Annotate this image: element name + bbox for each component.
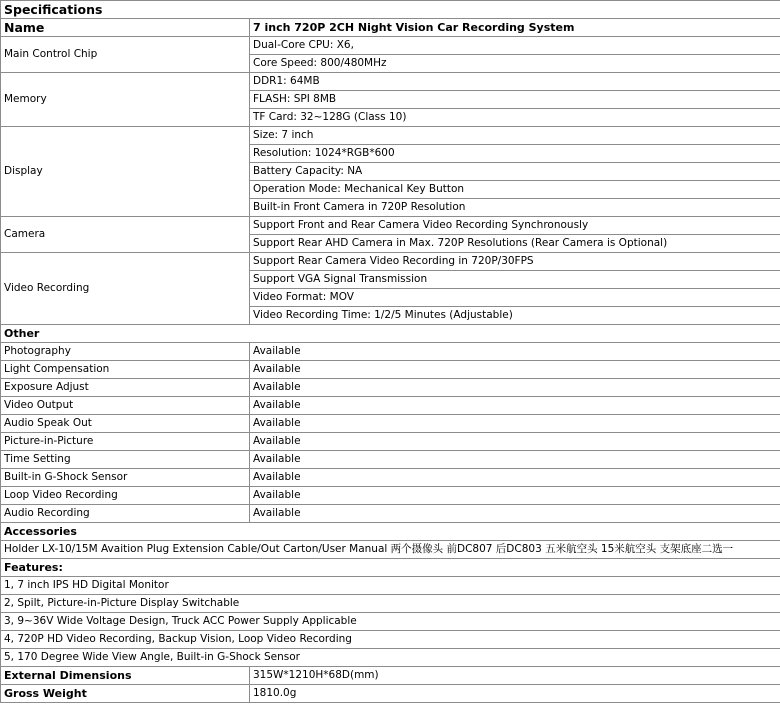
feature-item: 3, 9~36V Wide Voltage Design, Truck ACC Power Supply Applicable [1, 613, 780, 631]
other-value: Available [250, 505, 780, 523]
other-value: Available [250, 379, 780, 397]
other-value: Available [250, 343, 780, 361]
other-label: Picture-in-Picture [1, 433, 250, 451]
accessories-text: Holder LX-10/15M Avaition Plug Extension Cable/Out Carton/User Manual 两个摄像头 前DC807 后DC803 五米航空头 15米航空头 支架底座二选一 [1, 541, 780, 559]
feature-row [1, 613, 780, 631]
weight-value: 1810.0g [250, 685, 780, 703]
name-row [1, 19, 780, 37]
other-label: Loop Video Recording [1, 487, 250, 505]
other-heading: Other [1, 325, 780, 343]
group-value: Resolution: 1024*RGB*600 [250, 145, 780, 163]
other-value: Available [250, 451, 780, 469]
other-row [1, 487, 780, 505]
other-label: Built-in G-Shock Sensor [1, 469, 250, 487]
other-row [1, 361, 780, 379]
group-label: Display [1, 127, 250, 217]
feature-item: 4, 720P HD Video Recording, Backup Vision, Loop Video Recording [1, 631, 780, 649]
accessories-heading: Accessories [1, 523, 780, 541]
group-value: Core Speed: 800/480MHz [250, 55, 780, 73]
group-value: Built-in Front Camera in 720P Resolution [250, 199, 780, 217]
name-value: 7 inch 720P 2CH Night Vision Car Recording System [250, 19, 780, 37]
group-label: Memory [1, 73, 250, 127]
group-value: Size: 7 inch [250, 127, 780, 145]
other-row [1, 451, 780, 469]
feature-row [1, 595, 780, 613]
feature-item: 2, Spilt, Picture-in-Picture Display Switchable [1, 595, 780, 613]
features-heading-row [1, 559, 780, 577]
accessories-row [1, 541, 780, 559]
spec-row [1, 217, 780, 235]
other-row [1, 469, 780, 487]
group-value: TF Card: 32~128G (Class 10) [250, 109, 780, 127]
feature-row [1, 631, 780, 649]
spec-row [1, 37, 780, 55]
group-value: Video Recording Time: 1/2/5 Minutes (Adjustable) [250, 307, 780, 325]
group-value: DDR1: 64MB [250, 73, 780, 91]
feature-row [1, 649, 780, 667]
title-row [1, 1, 780, 19]
group-value: Dual-Core CPU: X6, [250, 37, 780, 55]
group-label: Main Control Chip [1, 37, 250, 73]
spec-groups [1, 37, 780, 325]
other-row [1, 397, 780, 415]
features-list [1, 577, 780, 667]
other-label: Audio Speak Out [1, 415, 250, 433]
other-value: Available [250, 415, 780, 433]
other-value: Available [250, 397, 780, 415]
group-value: Operation Mode: Mechanical Key Button [250, 181, 780, 199]
other-rows [1, 343, 780, 523]
other-label: Exposure Adjust [1, 379, 250, 397]
group-value: Battery Capacity: NA [250, 163, 780, 181]
other-heading-row [1, 325, 780, 343]
group-label: Camera [1, 217, 250, 253]
accessories-heading-row [1, 523, 780, 541]
features-heading: Features: [1, 559, 780, 577]
other-label: Audio Recording [1, 505, 250, 523]
spec-row [1, 127, 780, 145]
group-label: Video Recording [1, 253, 250, 325]
weight-row [1, 685, 780, 703]
dimensions-label: External Dimensions [1, 667, 250, 685]
dimensions-row [1, 667, 780, 685]
other-value: Available [250, 487, 780, 505]
other-value: Available [250, 433, 780, 451]
other-label: Time Setting [1, 451, 250, 469]
group-value: Support Front and Rear Camera Video Recording Synchronously [250, 217, 780, 235]
group-value: Video Format: MOV [250, 289, 780, 307]
other-row [1, 505, 780, 523]
name-label: Name [1, 19, 250, 37]
other-label: Photography [1, 343, 250, 361]
group-value: Support VGA Signal Transmission [250, 271, 780, 289]
group-value: Support Rear AHD Camera in Max. 720P Resolutions (Rear Camera is Optional) [250, 235, 780, 253]
other-value: Available [250, 361, 780, 379]
feature-row [1, 577, 780, 595]
other-label: Light Compensation [1, 361, 250, 379]
group-value: FLASH: SPI 8MB [250, 91, 780, 109]
other-row [1, 379, 780, 397]
other-value: Available [250, 469, 780, 487]
feature-item: 1, 7 inch IPS HD Digital Monitor [1, 577, 780, 595]
weight-label: Gross Weight [1, 685, 250, 703]
dimensions-value: 315W*1210H*68D(mm) [250, 667, 780, 685]
other-row [1, 433, 780, 451]
spec-title: Specifications [1, 1, 780, 19]
other-label: Video Output [1, 397, 250, 415]
spec-row [1, 73, 780, 91]
feature-item: 5, 170 Degree Wide View Angle, Built-in G-Shock Sensor [1, 649, 780, 667]
spec-row [1, 253, 780, 271]
group-value: Support Rear Camera Video Recording in 720P/30FPS [250, 253, 780, 271]
other-row [1, 415, 780, 433]
other-row [1, 343, 780, 361]
